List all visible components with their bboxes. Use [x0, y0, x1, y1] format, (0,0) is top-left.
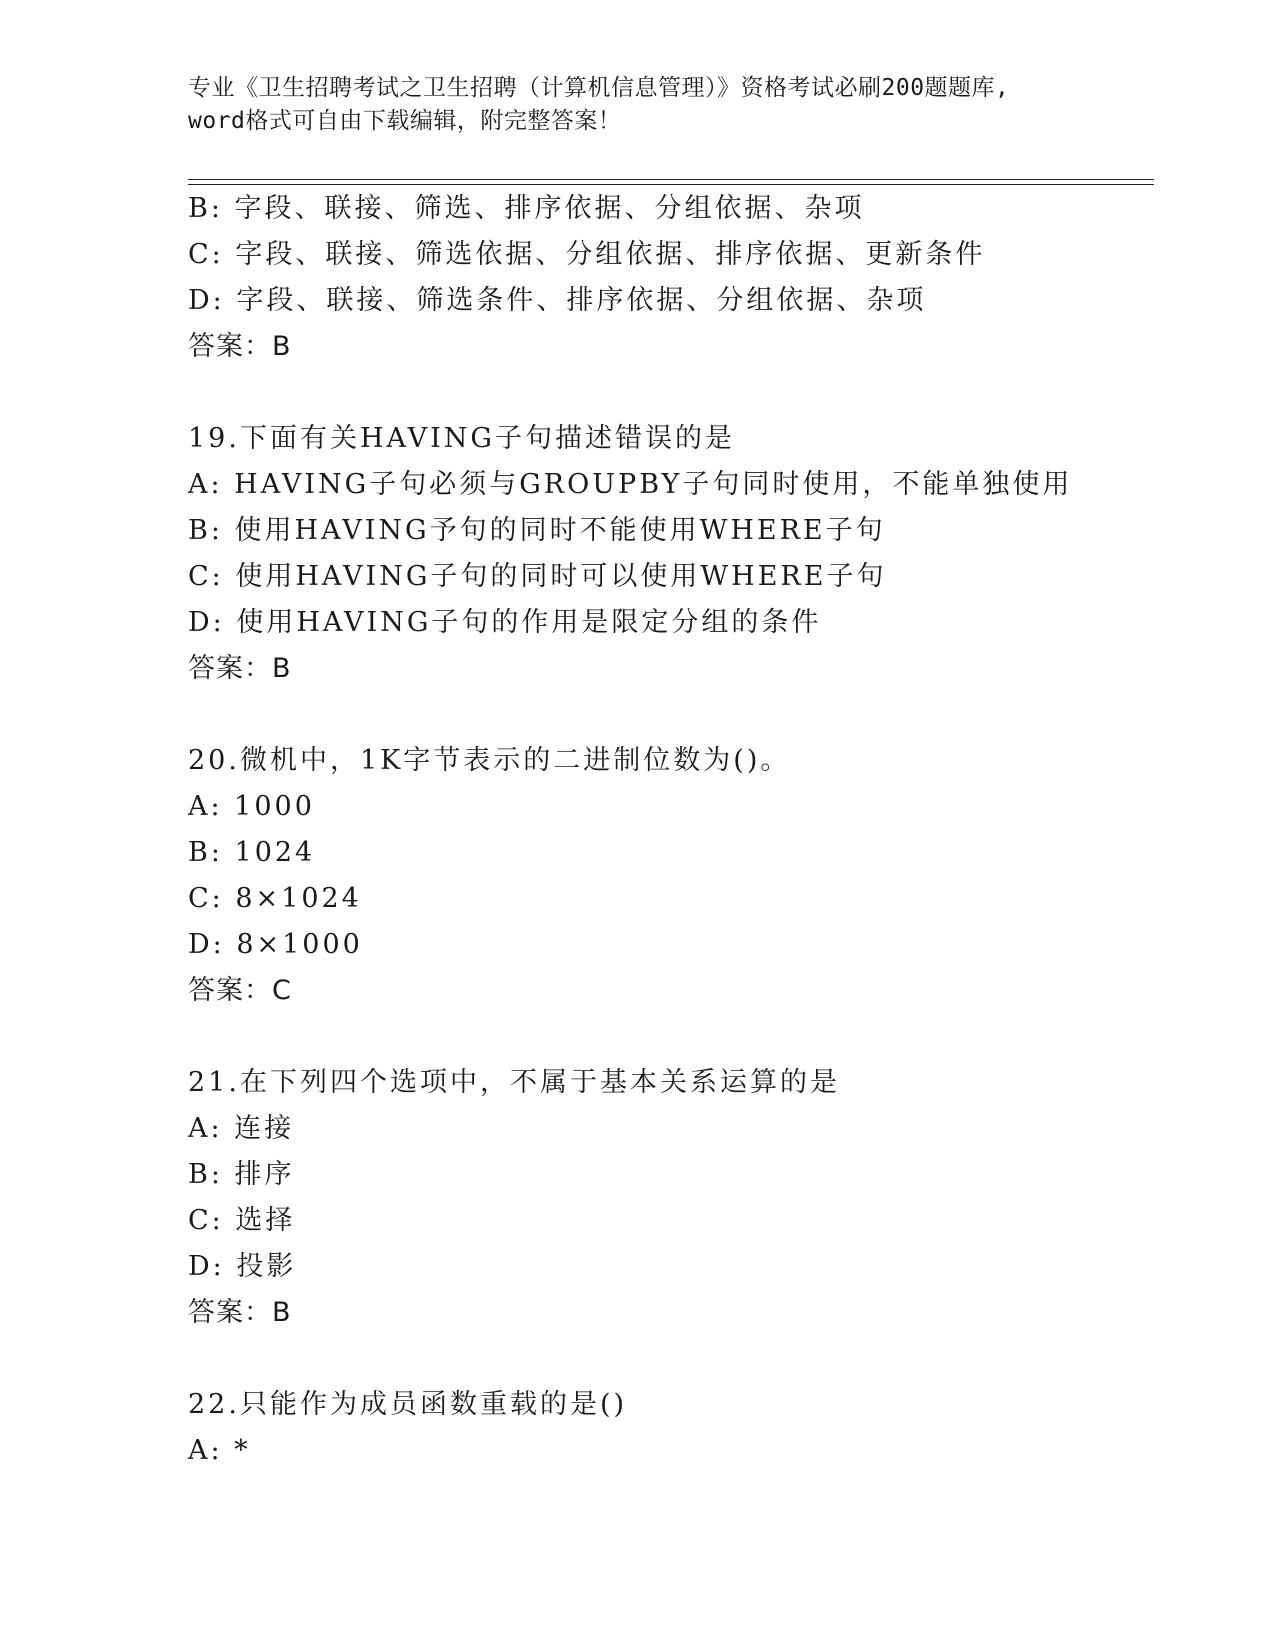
- option-d: D: 8×1000: [188, 929, 363, 960]
- option-c: C: 选择: [188, 1205, 296, 1236]
- option-d: D: 使用HAVING子句的作用是限定分组的条件: [188, 607, 822, 638]
- answer-line: 答案：B: [188, 331, 292, 362]
- header-rule-top: [188, 179, 1154, 180]
- question-text: 22.只能作为成员函数重载的是(): [188, 1389, 628, 1420]
- option-c: C: 字段、联接、筛选依据、分组依据、排序依据、更新条件: [188, 239, 986, 270]
- option-d: D: 字段、联接、筛选条件、排序依据、分组依据、杂项: [188, 285, 927, 316]
- question-block-20: [188, 738, 1148, 1014]
- question-text: 20.微机中，1K字节表示的二进制位数为()。: [188, 745, 791, 776]
- question-block-19: [188, 416, 1148, 692]
- option-a: A: *: [188, 1435, 251, 1466]
- option-b: B: 排序: [188, 1159, 295, 1190]
- header-rule-bottom: [188, 184, 1154, 185]
- option-a: A: HAVING子句必须与GROUPBY子句同时使用，不能单独使用: [188, 469, 1073, 500]
- option-b: B: 使用HAVING予句的同时不能使用WHERE子句: [188, 515, 886, 546]
- question-text: 19.下面有关HAVING子句描述错误的是: [188, 423, 735, 454]
- option-b: B: 1024: [188, 837, 316, 868]
- question-block-18: [188, 186, 1148, 370]
- option-a: A: 连接: [188, 1113, 295, 1144]
- spacer: [188, 692, 1148, 738]
- answer-line: 答案：C: [188, 975, 292, 1006]
- answer-line: 答案：B: [188, 653, 292, 684]
- header-line-1: 专业《卫生招聘考试之卫生招聘（计算机信息管理）》资格考试必刷200题题库,: [188, 75, 1010, 101]
- question-list: [188, 186, 1148, 1474]
- question-block-22: [188, 1382, 1148, 1474]
- option-c: C: 8×1024: [188, 883, 362, 914]
- option-b: B: 字段、联接、筛选、排序依据、分组依据、杂项: [188, 193, 865, 224]
- spacer: [188, 1336, 1148, 1382]
- option-c: C: 使用HAVING子句的同时可以使用WHERE子句: [188, 561, 887, 592]
- option-d: D: 投影: [188, 1251, 297, 1282]
- header-line-2: word格式可自由下载编辑，附完整答案！: [188, 108, 622, 134]
- spacer: [188, 370, 1148, 416]
- document-header: [188, 72, 1088, 138]
- spacer: [188, 1014, 1148, 1060]
- question-text: 21.在下列四个选项中，不属于基本关系运算的是: [188, 1067, 840, 1098]
- answer-line: 答案：B: [188, 1297, 292, 1328]
- question-block-21: [188, 1060, 1148, 1336]
- option-a: A: 1000: [188, 791, 315, 822]
